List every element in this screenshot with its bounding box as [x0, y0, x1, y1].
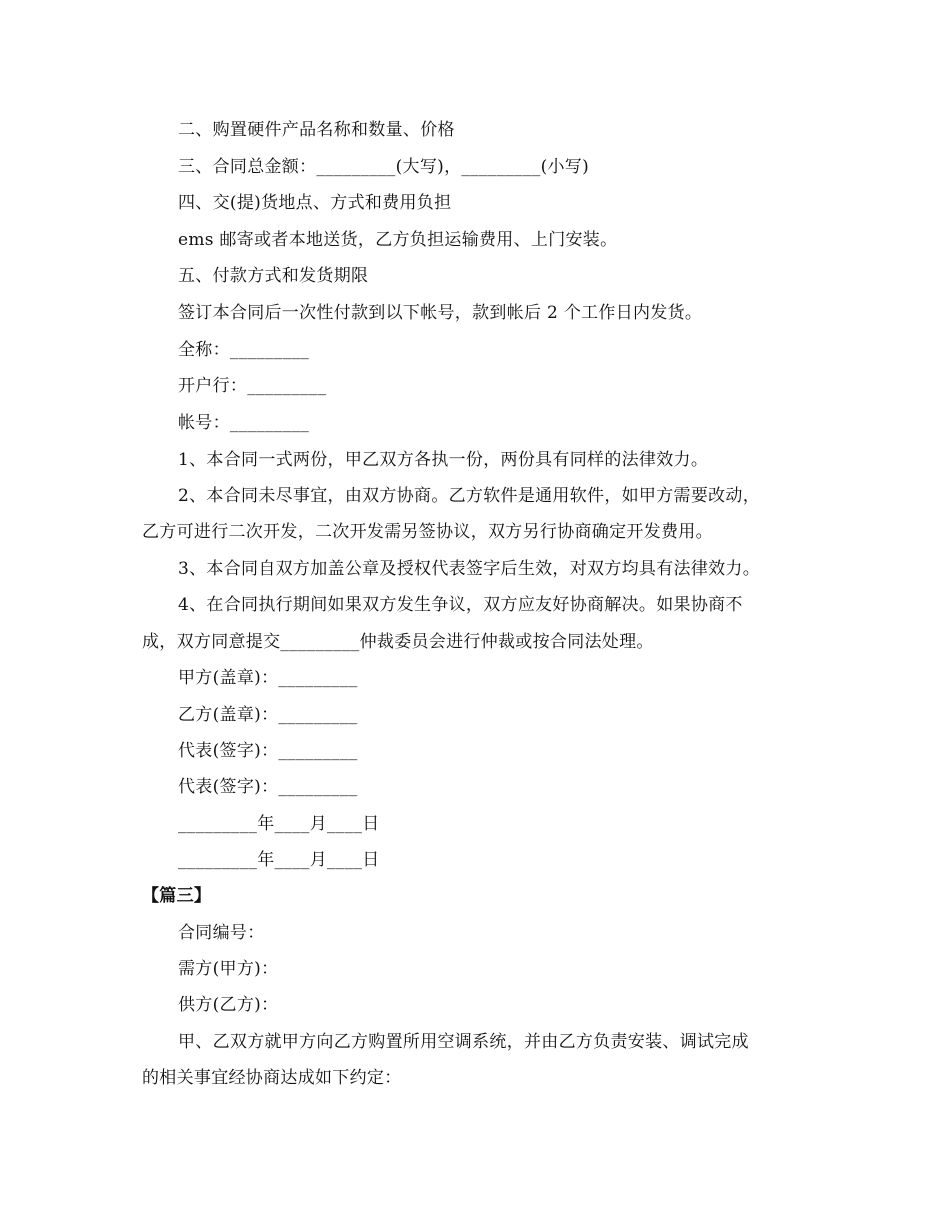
field-full-name: 全称：_________: [178, 340, 310, 360]
paragraph-payment: 签订本合同后一次性付款到以下帐号，款到帐后 2 个工作日内发货。: [178, 303, 703, 323]
signature-party-a-seal: 甲方(盖章)：_________: [178, 668, 358, 688]
paragraph-intro-line-2: 的相关事宜经协商达成如下约定：: [142, 1068, 402, 1088]
field-account: 帐号：_________: [178, 413, 310, 433]
signature-representative-2: 代表(签字)：_________: [178, 777, 358, 797]
date-line-1: _________年____月____日: [178, 814, 380, 834]
clause-4-line-2: 成，双方同意提交_________仲裁委员会进行仲裁或按合同法处理。: [142, 632, 654, 652]
signature-party-b-seal: 乙方(盖章)：_________: [178, 705, 358, 725]
section-heading-hardware: 二、购置硬件产品名称和数量、价格: [178, 120, 455, 140]
field-contract-number: 合同编号：: [178, 923, 265, 943]
clause-2-line-1: 2、本合同未尽事宜，由双方协商。乙方软件是通用软件，如甲方需要改动，: [178, 486, 761, 506]
clause-3: 3、本合同自双方加盖公章及授权代表签字后生效，对双方均具有法律效力。: [178, 559, 761, 579]
paragraph-delivery: ems 邮寄或者本地送货，乙方负担运输费用、上门安装。: [178, 230, 618, 250]
field-supplier: 供方(乙方)：: [178, 995, 279, 1015]
clause-2-line-2: 乙方可进行二次开发，二次开发需另签协议，双方另行协商确定开发费用。: [142, 522, 713, 542]
clause-1: 1、本合同一式两份，甲乙双方各执一份，两份具有同样的法律效力。: [178, 450, 709, 470]
section-heading-total-amount: 三、合同总金额：_________(大写)，_________(小写): [178, 157, 590, 177]
signature-representative-1: 代表(签字)：_________: [178, 741, 358, 761]
clause-4-line-1: 4、在合同执行期间如果双方发生争议，双方应友好协商解决。如果协商不: [178, 595, 743, 615]
date-line-2: _________年____月____日: [178, 850, 380, 870]
field-buyer: 需方(甲方)：: [178, 959, 279, 979]
section-heading-delivery: 四、交(提)货地点、方式和费用负担: [178, 193, 452, 213]
paragraph-intro-line-1: 甲、乙双方就甲方向乙方购置所用空调系统，并由乙方负责安装、调试完成: [178, 1032, 749, 1052]
field-bank: 开户行：_________: [178, 376, 327, 396]
chapter-heading: 【篇三】: [142, 886, 212, 906]
section-heading-payment: 五、付款方式和发货期限: [178, 266, 369, 286]
